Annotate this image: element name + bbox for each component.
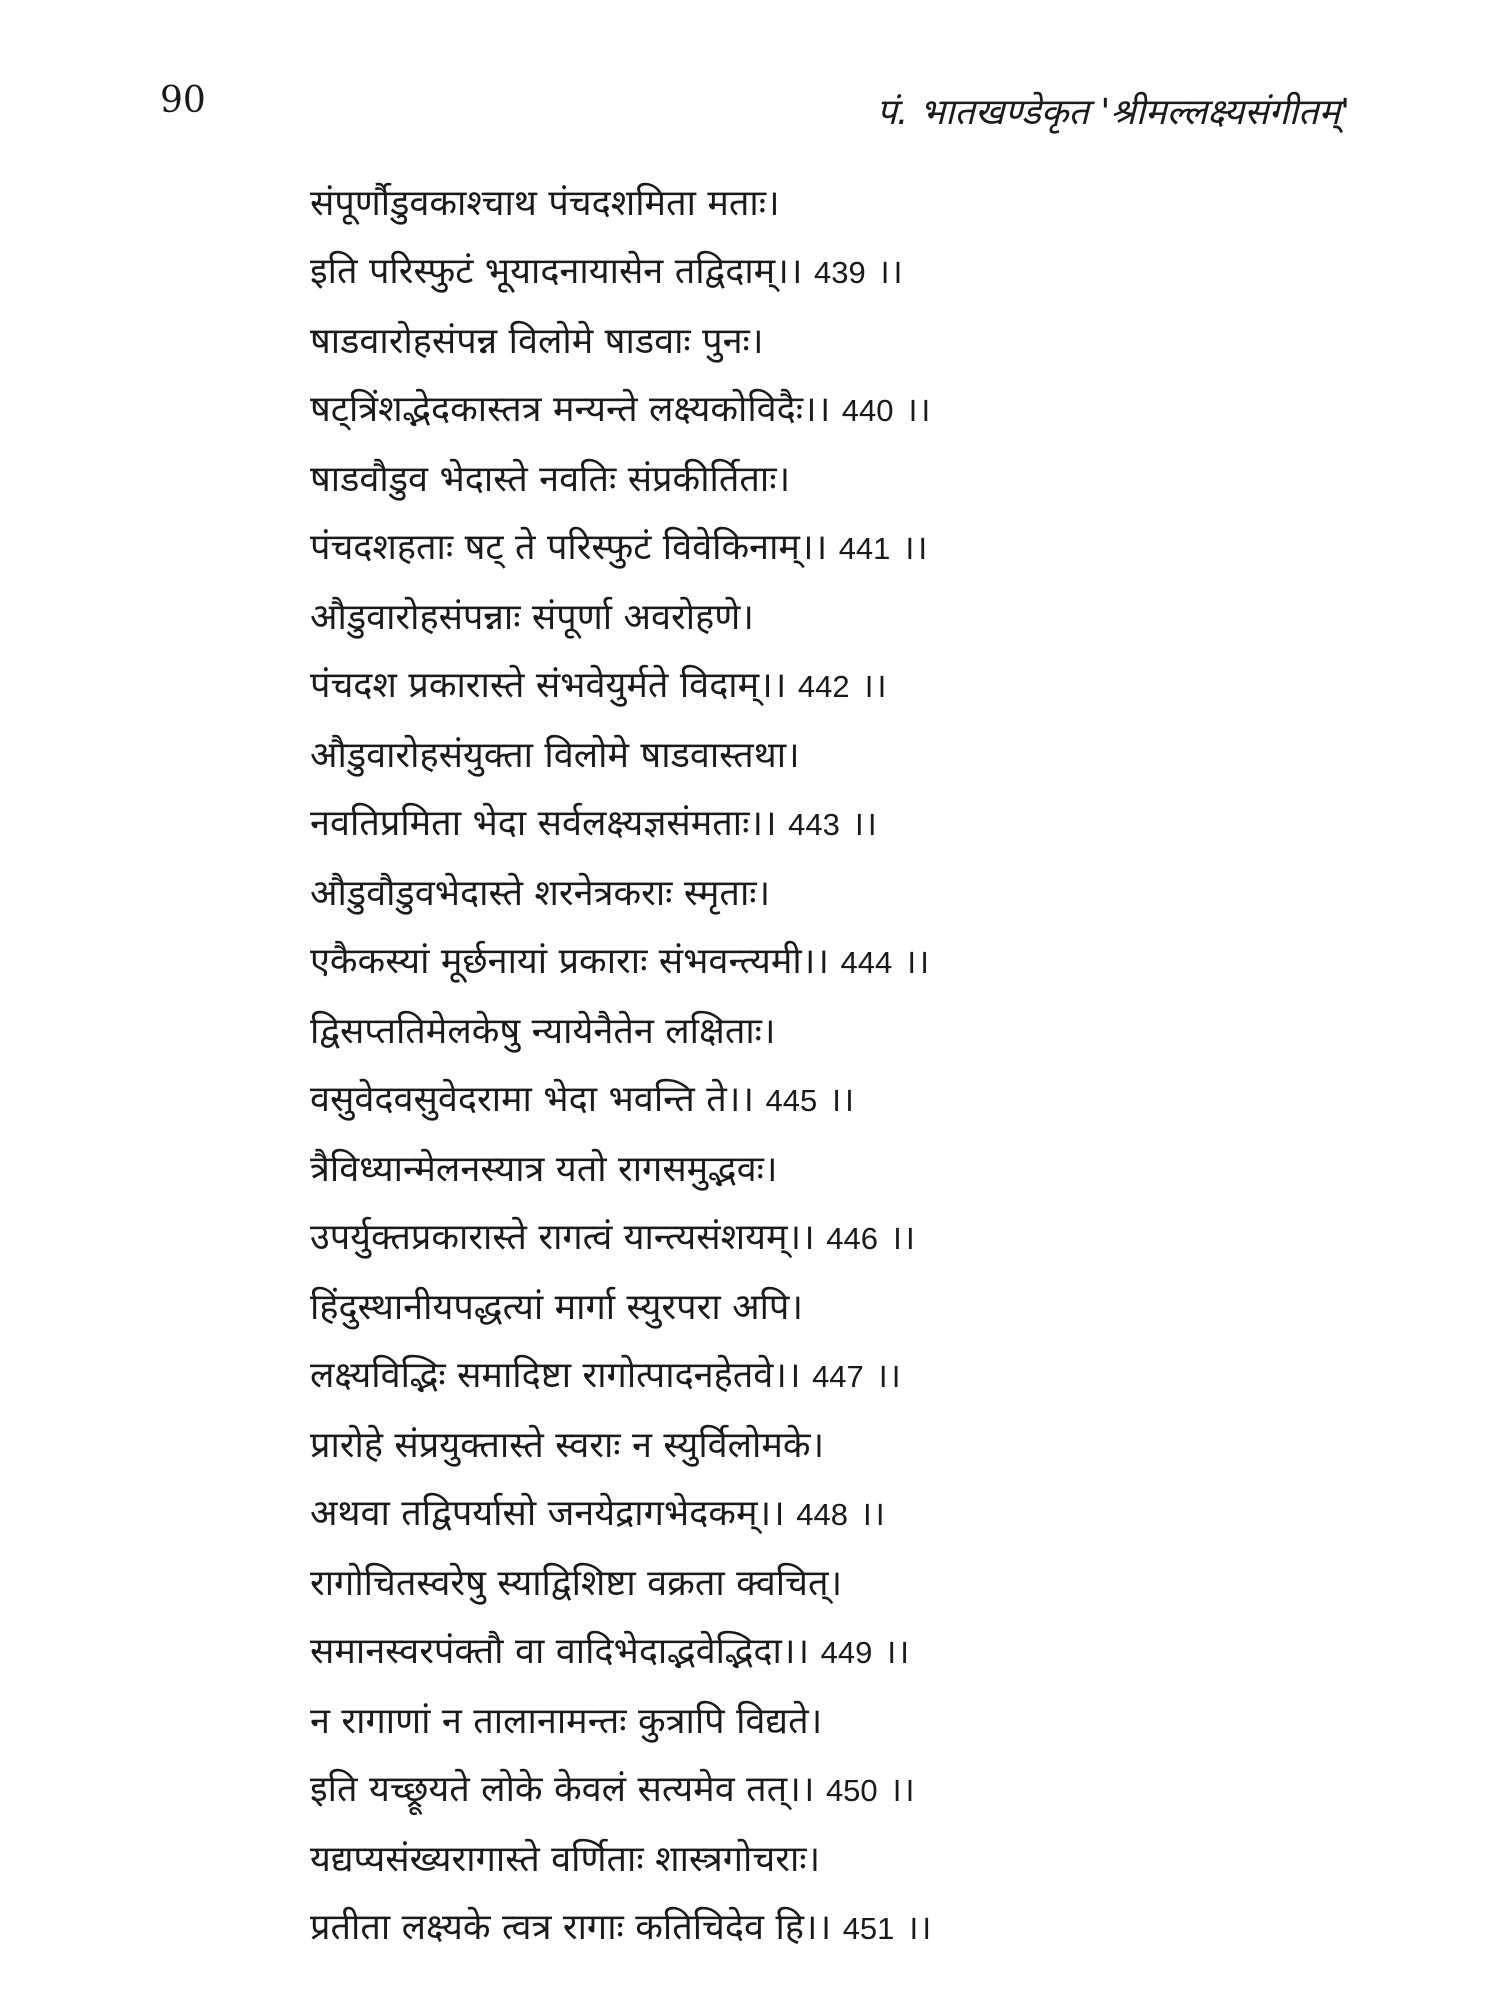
verse-end-mark: ।। [859, 1494, 886, 1534]
verse-line-first: हिंदुस्थानीयपद्धत्यां मार्गा स्युरपरा अपि। [310, 1287, 804, 1328]
verse-number: 450 [825, 1773, 878, 1808]
verse-line-first: औडुवौडुवभेदास्ते शरनेत्रकराः स्मृताः। [310, 873, 771, 914]
verse-line-second [310, 652, 1430, 722]
verse-block [310, 860, 1430, 998]
verse-line-first: षाडवौडुव भेदास्ते नवतिः संप्रकीर्तिताः। [310, 459, 791, 500]
verse-line-first: त्रैविध्यान्मेलनस्यात्र यतो रागसमुद्भवः। [310, 1149, 778, 1190]
verse-number: 449 [820, 1635, 873, 1670]
verse-number: 446 [826, 1221, 879, 1256]
verse-line-first: यद्यप्यसंख्यरागास्ते वर्णिताः शास्त्रगोचराः। [310, 1839, 821, 1880]
verse-line-first: प्रारोहे संप्रयुक्तास्ते स्वराः न स्युर्विलोमके। [310, 1425, 825, 1466]
verse-end-mark: ।। [861, 666, 887, 706]
verse-line-second-text: इति यच्छ्रूयते लोके केवलं सत्यमेव तत्।। [310, 1769, 815, 1810]
verse-line-first: औडुवारोहसंपन्नाः संपूर्णा अवरोहणे। [310, 597, 754, 638]
verse-number: 445 [765, 1083, 818, 1118]
verse-line-second [310, 1756, 1430, 1826]
verse-line-second-text: वसुवेदवसुवेदरामा भेदा भवन्ति ते।। [310, 1079, 755, 1120]
verse-block [310, 170, 1430, 308]
verse-end-mark: ।। [904, 390, 931, 430]
verse-end-mark: ।। [877, 252, 903, 292]
verse-line-second [310, 790, 1430, 860]
verse-end-mark: ।। [903, 942, 930, 982]
page-number: 90 [160, 80, 206, 121]
verse-block [310, 998, 1430, 1136]
verse-list [310, 170, 1430, 1964]
verse-block [310, 1274, 1430, 1412]
verse-line-second [310, 238, 1430, 308]
verse-number: 447 [812, 1359, 864, 1394]
verse-number: 442 [797, 669, 850, 704]
verse-line-first: षाडवारोहसंपन्न विलोमे षाडवाः पुनः। [310, 321, 764, 362]
verse-line-first: न रागाणां न तालानामन्तः कुत्रापि विद्यते। [310, 1701, 823, 1742]
verse-number: 439 [813, 255, 866, 290]
verse-line-second [310, 928, 1430, 998]
verse-block [310, 1550, 1430, 1688]
verse-end-mark: ।। [875, 1356, 902, 1396]
verse-end-mark: ।। [883, 1632, 910, 1672]
running-header-title: पं. भातखण्डेकृत 'श्रीमल्लक्ष्यसंगीतम्' [876, 92, 1350, 133]
verse-line-second-text: इति परिस्फुटं भूयादनायासेन तद्विदाम्।। [310, 251, 803, 292]
verse-end-mark: ।। [889, 1770, 915, 1810]
verse-line-second-text: अथवा तद्विपर्यासो जनयेद्रागभेदकम्।। [310, 1493, 785, 1534]
verse-number: 440 [841, 393, 894, 428]
verse-line-second-text: पंचदशहताः षट् ते परिस्फुटं विवेकिनाम्।। [310, 527, 828, 568]
verse-line-first: रागोचितस्वरेषु स्याद्विशिष्टा वक्रता क्वचित्। [310, 1563, 843, 1604]
verse-line-first: द्विसप्ततिमेलकेषु न्यायेनैतेन लक्षिताः। [310, 1011, 776, 1052]
verse-block [310, 722, 1430, 860]
verse-block [310, 584, 1430, 722]
verse-line-second-text: लक्ष्यविद्भिः समादिष्टा रागोत्पादनहेतवे।। [310, 1355, 801, 1396]
verse-line-first: औडुवारोहसंयुक्ता विलोमे षाडवास्तथा। [310, 735, 800, 776]
verse-line-second [310, 1480, 1430, 1550]
verse-number: 441 [838, 531, 891, 566]
verse-block [310, 1136, 1430, 1274]
verse-line-second-text: नवतिप्रमिता भेदा सर्वलक्ष्यज्ञसंमताः।। [310, 803, 777, 844]
verse-end-mark: ।। [889, 1218, 916, 1258]
verse-block [310, 1688, 1430, 1826]
verse-block [310, 308, 1430, 446]
verse-line-second [310, 1618, 1430, 1688]
verse-line-second-text: षट्त्रिंशद्भेदकास्तत्र मन्यन्ते लक्ष्यकोविदैः।। [310, 389, 831, 430]
verse-end-mark: ।। [828, 1080, 855, 1120]
verse-block [310, 446, 1430, 584]
verse-line-second-text: उपर्युक्तप्रकारास्ते रागत्वं यान्त्यसंशयम्।। [310, 1217, 815, 1258]
verse-line-second [310, 1342, 1430, 1412]
verse-line-second [310, 376, 1430, 446]
verse-number: 444 [840, 945, 893, 980]
verse-line-second [310, 1204, 1430, 1274]
verse-end-mark: ।। [905, 1908, 932, 1948]
verse-end-mark: ।। [851, 804, 878, 844]
verse-number: 451 [842, 1911, 895, 1946]
verse-line-second-text: प्रतीता लक्ष्यके त्वत्र रागाः कतिचिदेव हि।। [310, 1907, 832, 1948]
verse-number: 448 [796, 1497, 848, 1532]
verse-end-mark: ।। [901, 528, 928, 568]
verse-line-second-text: पंचदश प्रकारास्ते संभवेयुर्मते विदाम्।। [310, 665, 787, 706]
verse-line-second [310, 1066, 1430, 1136]
verse-block [310, 1412, 1430, 1550]
verse-line-second-text: एकैकस्यां मूर्छनायां प्रकाराः संभवन्त्यमी।। [310, 941, 830, 982]
verse-line-first: संपूर्णौडुवकाश्चाथ पंचदशमिता मताः। [310, 183, 780, 224]
verse-line-second [310, 514, 1430, 584]
verse-block [310, 1826, 1430, 1964]
verse-line-second-text: समानस्वरपंक्तौ वा वादिभेदाद्भवेद्भिदा।। [310, 1631, 810, 1672]
verse-number: 443 [788, 807, 840, 842]
verse-line-second [310, 1894, 1430, 1964]
